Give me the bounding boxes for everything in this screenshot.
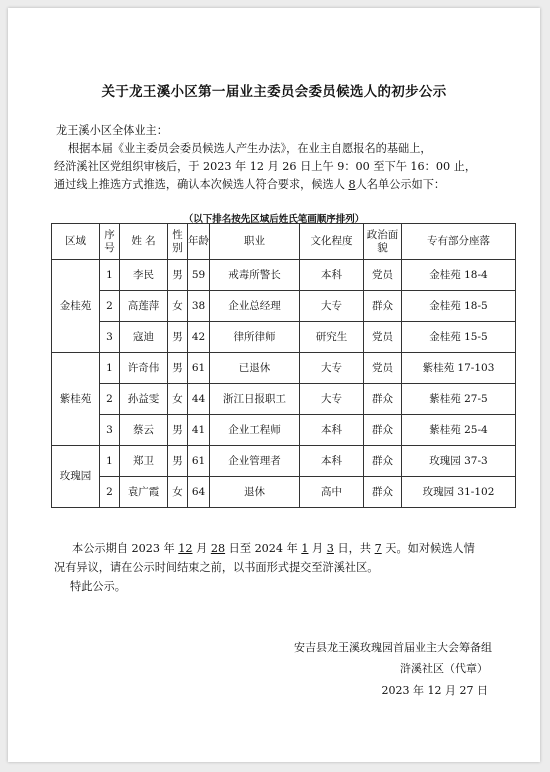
table-cell: 寇迪 (120, 322, 168, 353)
table-cell: 玫瑰园 31-102 (402, 477, 516, 508)
table-cell: 男 (168, 260, 188, 291)
region-cell: 金桂苑 (52, 260, 100, 353)
intro-line-3: 通过线上推选方式推选，确认本次候选人符合要求，候选人 8人名单公示如下： (54, 178, 446, 191)
table-row (52, 477, 516, 508)
region-cell: 玫瑰园 (52, 446, 100, 508)
table-cell: 紫桂苑 17-103 (402, 353, 516, 384)
signature-date: 2023 年 12 月 27 日 (381, 684, 488, 697)
ordering-note: （以下排名按先区域后姓氏笔画顺序排列） (183, 214, 365, 225)
table-cell: 女 (168, 291, 188, 322)
intro-line-2: 经浒溪社区党组织审核后，于 2023 年 12 月 26 日上午 9：00 至下午 16：00 止， (54, 160, 477, 173)
table-cell: 2 (100, 477, 120, 508)
table-cell: 群众 (364, 477, 402, 508)
table-cell: 男 (168, 415, 188, 446)
column-header: 文化程度 (300, 224, 364, 260)
column-header: 年龄 (188, 224, 210, 260)
table-cell: 38 (188, 291, 210, 322)
table-cell: 群众 (364, 384, 402, 415)
table-cell: 紫桂苑 25-4 (402, 415, 516, 446)
table-cell: 群众 (364, 446, 402, 477)
table-cell: 律所律师 (210, 322, 300, 353)
column-header: 序号 (100, 224, 120, 260)
signature-community: 浒溪社区（代章） (400, 662, 488, 675)
notice-page (8, 8, 540, 762)
column-header: 政治面貌 (364, 224, 402, 260)
table-cell: 群众 (364, 415, 402, 446)
table-cell: 金桂苑 18-5 (402, 291, 516, 322)
end-month: 1 (301, 542, 309, 555)
table-cell: 本科 (300, 260, 364, 291)
salutation: 龙王溪小区全体业主： (56, 124, 168, 137)
registration-window: 2023 年 12 月 26 日上午 9：00 至下午 16：00 止， (203, 160, 477, 173)
table-row (52, 260, 516, 291)
table-cell: 研究生 (300, 322, 364, 353)
table-cell: 党员 (364, 260, 402, 291)
table-cell: 1 (100, 353, 120, 384)
period-line-2: 况有异议，请在公示时间结束之前，以书面形式提交至浒溪社区。 (54, 561, 379, 574)
table-cell: 1 (100, 260, 120, 291)
table-cell: 61 (188, 446, 210, 477)
table-cell: 64 (188, 477, 210, 508)
table-cell: 3 (100, 415, 120, 446)
table-cell: 金桂苑 15-5 (402, 322, 516, 353)
table-cell: 本科 (300, 446, 364, 477)
end-day: 3 (326, 542, 334, 555)
table-cell: 女 (168, 477, 188, 508)
table-cell: 党员 (364, 322, 402, 353)
closing-line: 特此公示。 (70, 580, 126, 593)
table-cell: 已退休 (210, 353, 300, 384)
table-cell: 玫瑰园 37-3 (402, 446, 516, 477)
table-cell: 金桂苑 18-4 (402, 260, 516, 291)
table-cell: 浙江日报职工 (210, 384, 300, 415)
table-cell: 59 (188, 260, 210, 291)
table-cell: 孙益雯 (120, 384, 168, 415)
column-header: 姓 名 (120, 224, 168, 260)
table-cell: 本科 (300, 415, 364, 446)
table-cell: 企业管理者 (210, 446, 300, 477)
start-day: 28 (210, 542, 226, 555)
column-header: 专有部分座落 (402, 224, 516, 260)
table-cell: 男 (168, 353, 188, 384)
table-cell: 紫桂苑 27-5 (402, 384, 516, 415)
table-cell: 44 (188, 384, 210, 415)
start-month: 12 (178, 542, 193, 555)
table-cell: 郑卫 (120, 446, 168, 477)
table-cell: 大专 (300, 353, 364, 384)
table-cell: 41 (188, 415, 210, 446)
notice-title: 关于龙王溪小区第一届业主委员会委员候选人的初步公示 (101, 84, 447, 100)
table-row (52, 322, 516, 353)
header-row (52, 224, 516, 260)
table-cell: 高莲萍 (120, 291, 168, 322)
table-cell: 企业工程师 (210, 415, 300, 446)
table-cell: 戒毒所警长 (210, 260, 300, 291)
table-cell: 群众 (364, 291, 402, 322)
column-header: 区域 (52, 224, 100, 260)
table-row (52, 353, 516, 384)
table-cell: 42 (188, 322, 210, 353)
table-cell: 2 (100, 291, 120, 322)
signature-org: 安吉县龙王溪玫瑰园首届业主大会筹备组 (294, 641, 492, 654)
table-cell: 1 (100, 446, 120, 477)
table-cell: 3 (100, 322, 120, 353)
table-cell: 男 (168, 446, 188, 477)
table-cell: 党员 (364, 353, 402, 384)
period-days: 7 (374, 542, 382, 555)
table-cell: 李民 (120, 260, 168, 291)
table-header (52, 224, 516, 260)
column-header: 性别 (168, 224, 188, 260)
table-cell: 大专 (300, 384, 364, 415)
table-cell: 袁广霞 (120, 477, 168, 508)
table-row (52, 446, 516, 477)
table-cell: 退休 (210, 477, 300, 508)
candidate-count: 8 (348, 178, 356, 191)
intro-line-1: 根据本届《业主委员会委员候选人产生办法》，在业主自愿报名的基础上， (68, 142, 432, 155)
column-header: 职业 (210, 224, 300, 260)
region-cell: 紫桂苑 (52, 353, 100, 446)
table-cell: 61 (188, 353, 210, 384)
table-cell: 许奇伟 (120, 353, 168, 384)
table-cell: 女 (168, 384, 188, 415)
table-cell: 大专 (300, 291, 364, 322)
table-row (52, 291, 516, 322)
table-body (52, 260, 516, 508)
period-line-1: 本公示期自 2023 年 12 月 28 日至 2024 年 1 月 3 日，共 7 天。如对候选人情 (72, 542, 475, 555)
table-cell: 男 (168, 322, 188, 353)
table-cell: 企业总经理 (210, 291, 300, 322)
table-cell: 蔡云 (120, 415, 168, 446)
table-row (52, 415, 516, 446)
table-cell: 高中 (300, 477, 364, 508)
table-row (52, 384, 516, 415)
table-cell: 2 (100, 384, 120, 415)
candidate-table (51, 223, 516, 508)
